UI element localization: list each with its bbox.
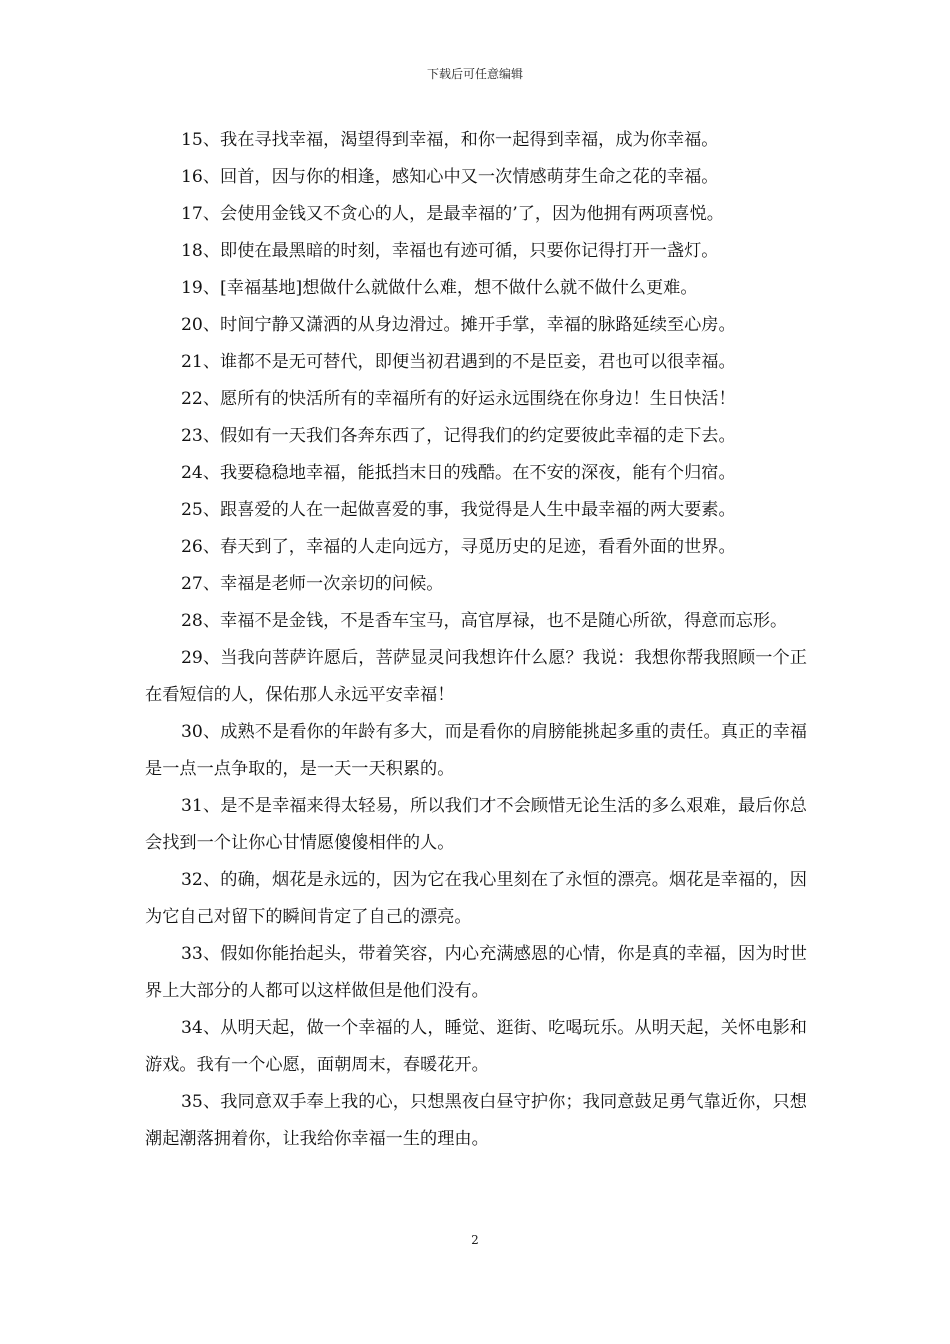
- paragraph-16: 16、回首，因与你的相逢，感知心中又一次情感萌芽生命之花的幸福。: [181, 167, 719, 187]
- paragraph-21: 21、谁都不是无可替代，即便当初君遇到的不是臣妾，君也可以很幸福。: [181, 352, 736, 372]
- paragraph-29: 29、当我向菩萨许愿后，菩萨显灵问我想许什么愿？我说：我想你帮我照顾一个正在看短信的人，保佑那人永远平安幸福！: [145, 648, 807, 705]
- paragraph-18: 18、即使在最黑暗的时刻，幸福也有迹可循，只要你记得打开一盏灯。: [181, 241, 719, 261]
- page-header: 下载后可任意编辑: [426, 67, 523, 81]
- paragraph-28: 28、幸福不是金钱，不是香车宝马，高官厚禄，也不是随心所欲，得意而忘形。: [181, 611, 788, 631]
- paragraph-31: 31、是不是幸福来得太轻易，所以我们才不会顾惜无论生活的多么艰难，最后你总会找到一个让你心甘情愿傻傻相伴的人。: [145, 796, 807, 853]
- paragraph-25: 25、跟喜爱的人在一起做喜爱的事，我觉得是人生中最幸福的两大要素。: [181, 500, 736, 520]
- paragraph-26: 26、春天到了，幸福的人走向远方，寻觅历史的足迹，看看外面的世界。: [181, 537, 736, 557]
- paragraph-15: 15、我在寻找幸福，渴望得到幸福，和你一起得到幸福，成为你幸福。: [181, 130, 719, 150]
- paragraph-30: 30、成熟不是看你的年龄有多大，而是看你的肩膀能挑起多重的责任。真正的幸福是一点一点争取的，是一天一天积累的。: [145, 722, 807, 779]
- paragraph-34: 34、从明天起，做一个幸福的人，睡觉、逛街、吃喝玩乐。从明天起，关怀电影和游戏。我有一个心愿，面朝周末，春暖花开。: [145, 1018, 807, 1075]
- paragraph-17: 17、会使用金钱又不贪心的人，是最幸福的’了，因为他拥有两项喜悦。: [181, 204, 724, 224]
- paragraph-35: 35、我同意双手奉上我的心，只想黑夜白昼守护你；我同意鼓足勇气靠近你，只想潮起潮落拥着你，让我给你幸福一生的理由。: [145, 1092, 807, 1149]
- paragraph-32: 32、的确，烟花是永远的，因为它在我心里刻在了永恒的漂亮。烟花是幸福的，因为它自己对留下的瞬间肯定了自己的漂亮。: [145, 870, 807, 927]
- paragraph-23: 23、假如有一天我们各奔东西了，记得我们的约定要彼此幸福的走下去。: [181, 426, 736, 446]
- paragraph-19: 19、[幸福基地]想做什么就做什么难，想不做什么就不做什么更难。: [181, 278, 698, 298]
- paragraph-22: 22、愿所有的快活所有的幸福所有的好运永远围绕在你身边！生日快活！: [181, 389, 736, 409]
- paragraph-33: 33、假如你能抬起头，带着笑容，内心充满感恩的心情，你是真的幸福，因为时世界上大部分的人都可以这样做但是他们没有。: [145, 944, 807, 1001]
- paragraph-20: 20、时间宁静又潇洒的从身边滑过。摊开手掌，幸福的脉路延续至心房。: [181, 315, 736, 335]
- document-body: [145, 122, 807, 1158]
- paragraph-24: 24、我要稳稳地幸福，能抵挡末日的残酷。在不安的深夜，能有个归宿。: [181, 463, 736, 483]
- page-number: 2: [471, 1233, 479, 1247]
- paragraph-27: 27、幸福是老师一次亲切的问候。: [181, 574, 444, 594]
